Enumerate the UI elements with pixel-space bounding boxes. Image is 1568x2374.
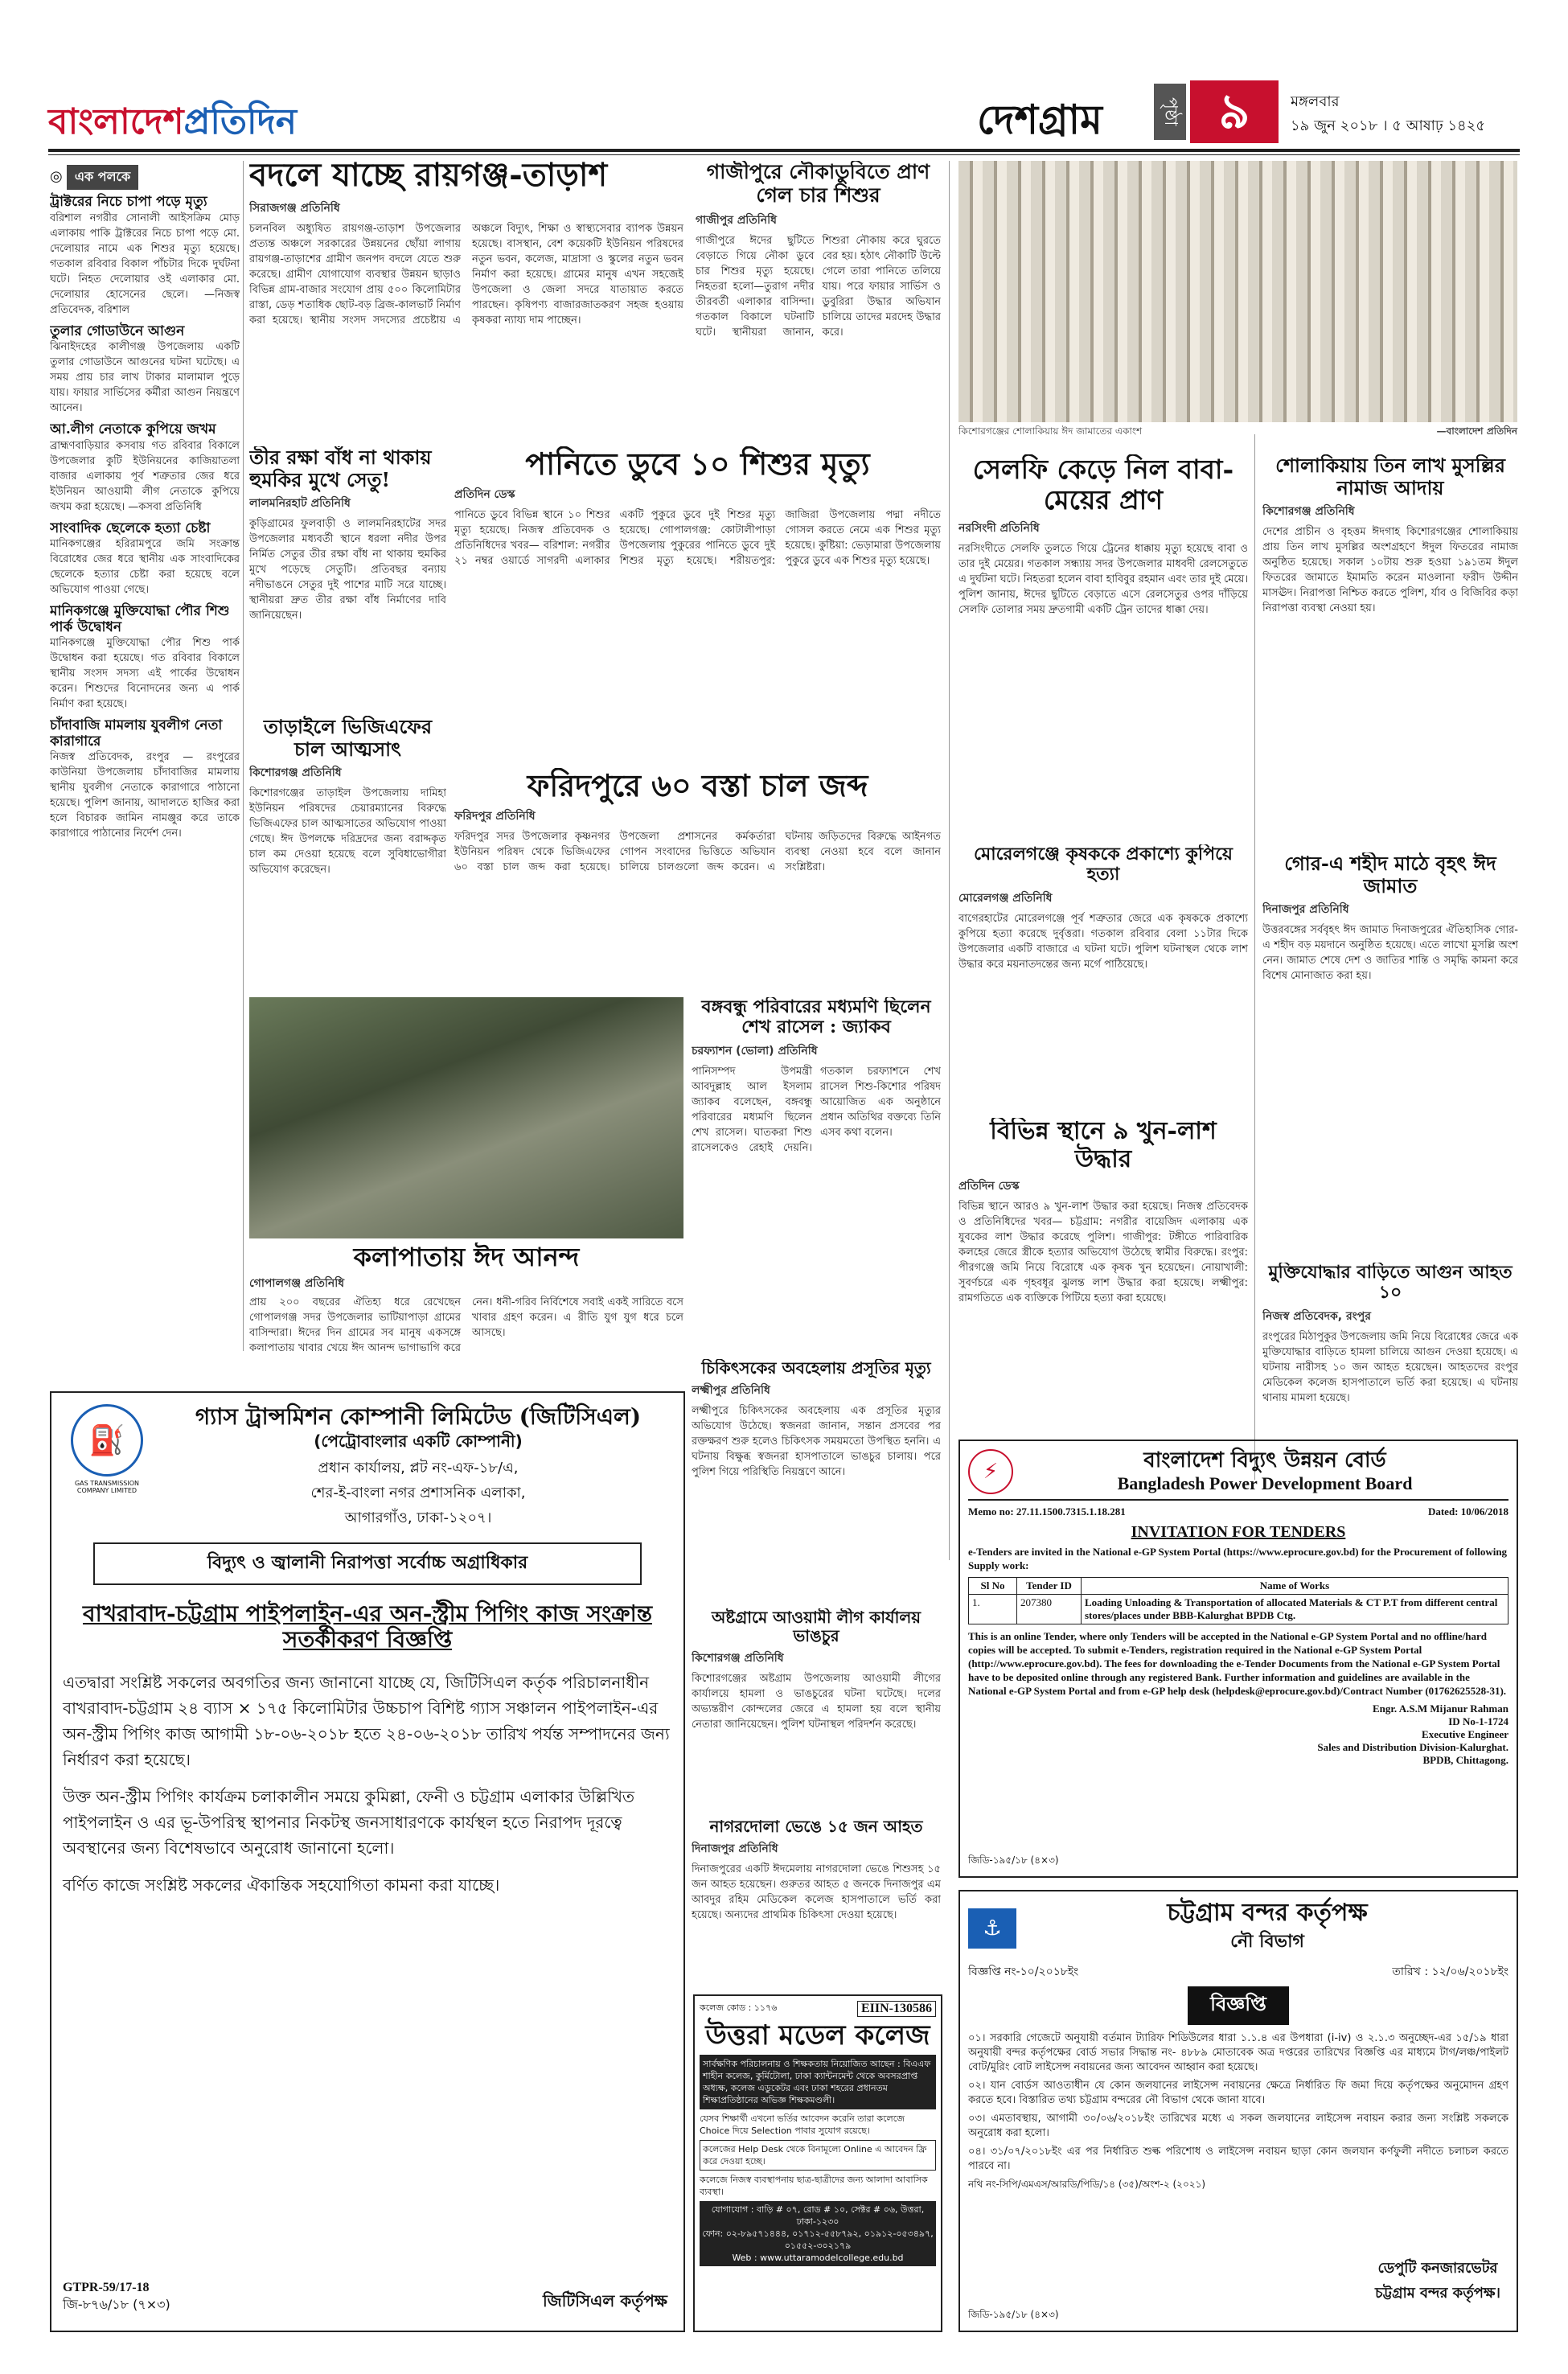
uttara-line-4: কলেজে নিজস্ব ব্যবস্থাপনায় ছাত্র-ছাত্রীদের জন্য আলাদা আবাসিক ব্যবস্থা। [700,2175,928,2198]
bpdb-tender-table [968,1577,1508,1624]
awami-league-headline: অষ্টগ্রামে আওয়ামী লীগ কার্যালয় ভাঙচুর [711,1608,922,1645]
gtcl-motto: বিদ্যুৎ ও জ্বালানী নিরাপত্তা সর্বোচ্চ অগ্রাধিকার [93,1542,642,1585]
bpdb-tender-advertisement [958,1440,1518,1878]
vgf-story [249,716,446,989]
lead-story [249,157,683,438]
freedom-fighter-story [1262,1263,1518,1431]
masthead-rule-thin [48,154,1520,155]
gtcl-title: বাখরাবাদ-চট্টগ্রাম পাইপলাইন-এর অন-স্ট্রীম পিগিং কাজ সংক্রান্ত সতর্কীকরণ বিজ্ঞপ্তি [82,1600,652,1653]
bangabandhu-byline: চরফ্যাশন (ভোলা) প্রতিনিধি [692,1044,818,1058]
gtcl-company: গ্যাস ট্রান্সমিশন কোম্পানী লিমিটেড (জিটিসিএল) [195,1403,642,1430]
bpdb-signer-org: BPDB, Chittagong. [1422,1754,1508,1766]
uttara-eiin: EIIN-130586 [857,2001,936,2017]
port-heading-wrap [968,1986,1508,2025]
gtcl-body-1: এতদ্বারা সংশ্লিষ্ট সকলের অবগতির জন্য জানানো যাচ্ছে যে, জিটিসিএল কর্তৃক পরিচালনাধীন বাখরাবাদ-চট্টগ্রাম ২৪ ব্যাস × ১৭৫ কিলোমিটার উচ্চচাপ বিশিষ্ট গ্যাস সঞ্চালন পাইপলাইন-এর অন-স্ট্রীম পিগিং কাজ আগামী ১৮-০৬-২০১৮ হতে ২৪-০৬-২০১৮ তারিখ পর্যন্ত সম্পাদনের জন্য নির্ধারণ করা হয়েছে। [63,1672,670,1769]
murders-headline: বিভিন্ন স্থানে ৯ খুন-লাশ উদ্ধার [990,1118,1217,1173]
gtcl-emblem-icon: ⛽ [71,1404,143,1477]
port-item: ০২। যান বোর্ডস আওতাধীন যে কোন জলযানের লাইসেন্স নবায়নের ক্ষেত্রে নির্ধারিত ফি জমা দিয়ে কর্তৃপক্ষের অনুমোদন গ্রহণ করতে হবে। বিস্তারিত তথ্য চট্টগ্রাম বন্দরের নৌ বিভাগ থেকে জানা যাবে। [968,2079,1508,2106]
bpdb-title-en: Bangladesh Power Development Board [1117,1472,1413,1493]
bpdb-signer: Engr. A.S.M Mijanur Rahman [1372,1702,1508,1715]
gtcl-logo [63,1404,151,1531]
gtcl-logo-text: GAS TRANSMISSION COMPANY LIMITED [74,1480,139,1494]
banana-leaf-headline: কলাপাতায় ঈদ আনন্দ [353,1242,580,1272]
photo-caption-row [958,425,1517,441]
glance-body: মানিকগঞ্জের হরিরামপুরে জমি সংক্রান্ত বিরোধের জের ধরে স্থানীয় এক সাংবাদিকের ছেলেকে হত্যার চেষ্টা করা হয়েছে বলে অভিযোগ পাওয়া গেছে। [50,538,240,597]
weekday: মঙ্গলবার [1291,93,1340,110]
logo-part-2: প্রতিদিন [183,101,297,142]
banana-leaf-photo [249,997,683,1238]
bpdb-col-header: Name of Works [1082,1578,1508,1595]
ferris-wheel-body: দিনাজপুরের একটি ঈদমেলায় নাগরদোলা ভেঙে শিশুসহ ১৫ জন আহত হয়েছেন। গুরুতর আহত ৫ জনকে দিনাজপুর এম আবদুর রহিম মেডিকেল কলেজ হাসপাতালে ভর্তি করা হয়েছে। অন্যদের প্রাথমিক চিকিৎসা দেওয়া হয়েছে। [692,1863,941,1921]
bpdb-signer-title: Executive Engineer [1422,1728,1508,1740]
page-word: পৃষ্ঠা [1154,84,1186,140]
maternal-death-headline: চিকিৎসকের অবহেলায় প্রসূতির মৃত্যু [701,1359,931,1378]
port-notice-no: বিজ্ঞপ্তি নং-১০/২০১৮ইং [968,1965,1079,1978]
bpdb-table-header-row [969,1578,1508,1595]
uttara-address: যোগাযোগ : বাড়ি # ০৭, রোড # ১০, সেক্টর # ০৬, উত্তরা, ঢাকা-১২৩০ [711,2204,925,2228]
column-divider [949,161,950,1560]
bpdb-signature-block [968,1702,1508,1767]
glance-headline: আ.লীগ নেতাকে কুপিয়ে জখম [50,421,216,438]
bpdb-cell: 1. [969,1595,1017,1624]
banana-leaf-body: প্রায় ২০০ বছরের ঐতিহ্য ধরে রেখেছেন গোপালগঞ্জ সদর উপজেলার ভাটিয়াপাড়া গ্রামের বাসিন্দারা। ঈদের দিন গ্রামের সব মানুষ একসঙ্গে কলাপাতায় খাবার খেয়ে ঈদ আনন্দ ভাগাভাগি করে নেন। ধনী-গরিব নির্বিশেষে সবাই একই সারিতে বসে খাবার গ্রহণ করেন। এ রীতি যুগ যুগ ধরে চলে আসছে। [249,1296,683,1354]
port-item: ০১। সরকারি গেজেটে অনুযায়ী বর্তমান ট্যারিফ শিডিউলের ধারা ১.১.৪ এর উপধারা (i-iv) ও ২.১.৩ অনুচ্ছেদ-এর ১৫/১৯ ধারা অনুযায়ী বন্দর কর্তৃপক্ষের বোর্ড সভার সিদ্ধান্ত নং- ৪৮৮৯ মোতাবেক অত্র দপ্তরের তারিখের বিজ্ঞপ্তি এর মাধ্যমে টাগ/লঞ্চ/পাইলট বোট/মুরিং বোট লাইসেন্স নবায়নের জন্য আবেদন আহ্বান করা হয়েছে। [968,2031,1508,2073]
sholakia-body: দেশের প্রাচীন ও বৃহত্তম ঈদগাহ কিশোরগঞ্জের শোলাকিয়ায় প্রায় তিন লাখ মুসল্লির অংশগ্রহণে ঈদুল ফিতরের নামাজ অনুষ্ঠিত হয়েছে। সকাল ১০টায় শুরু হওয়া ১৯১তম ঈদুল ফিতরের জামাতে ইমামতি করেন মাওলানা ফরীদ উদ্দীন মাসঊদ। নিরাপত্তা নিশ্চিত করতে পুলিশ, র্যাব ও বিজিবির কড়া নিরাপত্তা ব্যবস্থা নেওয়া হয়। [1262,526,1518,615]
gtcl-address-1: প্রধান কার্যালয়, প্লট নং-এফ-১৮/এ, [318,1460,519,1477]
vgf-byline: কিশোরগঞ্জ প্রতিনিধি [249,766,342,780]
gtcl-header [63,1404,672,1531]
port-authority-advertisement [958,1890,1518,2332]
photo-credit: —বাংলাদেশ প্রতিদিন [1436,425,1517,437]
uttara-college-advertisement [693,1994,942,2332]
faridpur-byline: ফরিদপুর প্রতিনিধি [454,809,536,823]
bpdb-memo: Memo no: 27.11.1500.7315.1.18.281 [968,1505,1126,1518]
glance-headline: তুলার গোডাউনে আগুন [50,322,185,339]
bpdb-ref: জিডি-১৯৫/১৮ (৪×৩) [968,1854,1059,1866]
port-ref: জিডি-১৯৫/১৮ (৪×৩) [968,2309,1059,2320]
selfie-headline: সেলফি কেড়ে নিল বাবা-মেয়ের প্রাণ [972,454,1234,515]
maternal-death-byline: লক্ষ্মীপুর প্রতিনিধি [692,1384,770,1397]
sholakia-headline: শোলাকিয়ায় তিন লাখ মুসল্লির নামাজ আদায় [1275,454,1505,499]
port-notice-row [968,1962,1508,1982]
bangabandhu-story [692,997,941,1351]
glance-body: মানিকগঞ্জে মুক্তিযোদ্ধা পৌর শিশু পার্ক উদ্বোধন করা হয়েছে। গত রবিবার বিকালে স্থানীয় সংসদ সদস্য এই পার্কের উদ্বোধন করেন। শিশুদের বিনোদনের জন্য এ পার্ক নির্মাণ করা হয়েছে। [50,637,240,711]
at-a-glance-label: এক পলকে [67,165,138,190]
gor-e-shahid-byline: দিনাজপুর প্রতিনিধি [1262,903,1349,917]
uttara-phone: ফোন: ০২-৮৯৫৭১৪৪৪, ০১৭১২-৫৫৮৭৯২, ০১৯১২-০৫৩৪৯৭, ০১৫৫২-৩০২১৭৯ [702,2228,934,2252]
embankment-story [249,446,446,712]
selfie-byline: নরসিংদী প্রতিনিধি [958,521,1040,535]
uttara-line-1: সার্বক্ষণিক পরিচালনায় ও শিক্ষকতায় নিয়োজিত আছেন : বিএএফ শাহীন কলেজ, কুর্মিটোলা, ঢাকা ক্যান্টনমেন্ট থেকে অবসরপ্রাপ্ত অধ্যক্ষ, কলেজ এডুকেটর এবং ঢাকা শহরের প্রধানতম শিক্ষাপ্রতিষ্ঠানের অভিজ্ঞ শিক্ষকমণ্ডলী। [700,2055,936,2109]
glance-body: নিজস্ব প্রতিবেদক, রংপুর — রংপুরের কাউনিয়া উপজেলায় চাঁদাবাজির মামলায় স্থানীয় যুবলীগ নেতাকে কারাগারে পাঠানো হয়েছে। পুলিশ জানায়, আদালতে হাজির করা হলে বিচারক জামিন নামঞ্জুর করে তাকে কারাগারে পাঠানোর নির্দেশ দেন। [50,751,240,840]
bpdb-title-block [1021,1449,1508,1494]
port-item: ০৪। ৩১/০৭/২০১৮ইং এর পর নির্ধারিত শুল্ক পরিশোধ ও লাইসেন্স নবায়ন ছাড়া কোন জলযান কর্ণফুলী নদীতে চলাচল করতে পারবে না। [968,2145,1508,2172]
boat-headline: গাজীপুরে নৌকাডুবিতে প্রাণ গেল চার শিশুর [706,161,930,207]
uttara-line-2: যেসব শিক্ষার্থী এখনো ভর্তির আবেদন করেনি তারা কলেজে Choice দিয়ে Selection পাবার সুযোগ রয়েছে। [700,2113,905,2137]
glance-headline: ট্রাক্টরের নিচে চাপা পড়ে মৃত্যু [50,194,207,210]
port-title: চট্টগ্রাম বন্দর কর্তৃপক্ষ [1167,1899,1368,1927]
awami-league-story [692,1608,941,1809]
gtcl-company-block [164,1404,672,1531]
gtcl-advertisement [50,1391,685,2332]
glance-headline: মানিকগঞ্জে মুক্তিযোদ্ধা পৌর শিশু পার্ক উদ্বোধন [50,603,230,635]
glance-item [50,422,240,515]
port-logo-icon: ⚓ [968,1908,1016,1949]
morelganj-story [958,844,1248,1110]
gtcl-sub: (পেট্রোবাংলার একটি কোম্পানী) [314,1431,523,1452]
bpdb-signer-id: ID No-1-1724 [1448,1715,1508,1727]
banana-leaf-byline: গোপালগঞ্জ প্রতিনিধি [249,1276,345,1290]
gtcl-address-3: আগারগাঁও, ঢাকা-১২০৭। [344,1509,492,1527]
port-signer-1: ডেপুটি কনজারভেটর [1377,2260,1498,2277]
freedom-fighter-byline: নিজস্ব প্রতিবেদক, রংপুর [1262,1309,1371,1323]
sholakia-byline: কিশোরগঞ্জ প্রতিনিধি [1262,505,1355,519]
morelganj-headline: মোরেলগঞ্জে কৃষককে প্রকাশ্যে কুপিয়ে হত্যা [974,844,1233,885]
gor-e-shahid-headline: গোর-এ শহীদ মাঠে বৃহৎ ঈদ জামাত [1284,852,1496,897]
uttara-contact [700,2201,936,2266]
embankment-byline: লালমনিরহাট প্রতিনিধি [249,497,351,511]
freedom-fighter-body: রংপুরের মিঠাপুকুর উপজেলায় জমি নিয়ে বিরোধের জেরে এক মুক্তিযোদ্ধার বাড়িতে হামলা চালিয়ে আগুন দেওয়া হয়েছে। এ ঘটনায় নারীসহ ১০ জন আহত হয়েছেন। আহতদের রংপুর মেডিকেল কলেজ হাসপাতালে ভর্তি করা হয়েছে। এ ঘটনায় থানায় মামলা হয়েছে। [1262,1330,1518,1404]
selfie-body: নরসিংদীতে সেলফি তুলতে গিয়ে ট্রেনের ধাক্কায় মৃত্যু হয়েছে বাবা ও তার দুই মেয়ের। গতকাল সন্ধ্যায় সদর উপজেলার মাধবদী রেলসেতুতে এ দুর্ঘটনা ঘটে। নিহতরা হলেন বাবা হাবিবুর রহমান এবং তার দুই মেয়ে। পুলিশ জানায়, ঈদের ছুটিতে বেড়াতে এসে রেলসেতুর ওপর দাঁড়িয়ে সেলফি তোলার সময় দ্রুতগামী একটি ট্রেন তাদের ধাক্কা দেয়। [958,542,1248,616]
drowning-headline: পানিতে ডুবে ১০ শিশুর মৃত্যু [525,446,870,482]
port-file-no: নথি নং-সিপি/এমএস/আরডি/পিডি/১৪ (৩৫)/অংশ-২ (২০২১) [968,2178,1206,2190]
embankment-body: কুড়িগ্রামের ফুলবাড়ী ও লালমনিরহাটের সদর উপজেলার মধ্যবর্তী স্থানে ধরলা নদীর উপর নির্মিত সেতুর তীর রক্ষা বাঁধ না থাকায় হুমকির মুখে পড়েছে সেতুটি। প্রতিবছর বন্যায় নদীভাঙনে সেতুর দুই পাশের মাটি সরে যাচ্ছে। স্থানীয়রা দ্রুত তীর রক্ষা বাঁধ নির্মাণের দাবি জানিয়েছেন। [249,518,446,622]
drowning-story [454,446,941,764]
glance-item [50,604,240,712]
port-title-block [1026,1900,1508,1957]
ferris-wheel-byline: দিনাজপুর প্রতিনিধি [692,1842,778,1855]
photo-caption: কিশোরগঞ্জের শোলাকিয়ায় ঈদ জামাতের একাংশ [958,425,1143,437]
faridpur-story [454,768,941,989]
lead-body: চলনবিল অধ্যুষিত রায়গঞ্জ-তাড়াশ উপজেলার প্রত্যন্ত অঞ্চলে সরকারের উন্নয়নের ছোঁয়া লাগায় রায়গঞ্জ-তাড়াশের গ্রামীণ জনপদ বদলে যেতে শুরু করেছে। গ্রামীণ যোগাযোগ ব্যবস্থার উন্নয়ন ছাড়াও বিভিন্ন গ্রাম-বাজার সংযোগ প্রায় ৫০০ কিলোমিটার রাস্তা, ডেড় শতাধিক ছোট-বড় ব্রিজ-কালভার্ট নির্মাণ করা হয়েছে। স্থানীয় সংসদ সদস্যের প্রচেষ্টায় এ অঞ্চলে বিদ্যুৎ, শিক্ষা ও স্বাস্থ্যসেবার ব্যাপক উন্নয়ন হয়েছে। বাসস্থান, বেশ কয়েকটি ইউনিয়ন পরিষদের নতুন ভবন, কলেজ, মাদ্রাসা ও স্কুলের নতুন ভবন নির্মাণ করা হয়েছে। গ্রামের মানুষ এখন সহজেই উপজেলা ও জেলা সদরে যাতায়াত করতে পারছেন। কৃষিপণ্য বাজারজাতকরণ সহজ হওয়ায় কৃষকরা ন্যায্য দাম পাচ্ছেন। [249,223,683,327]
bpdb-col-header: Sl No [969,1578,1017,1595]
morelganj-body: বাগেরহাটের মোরেলগঞ্জে পূর্ব শত্রুতার জেরে এক কৃষককে প্রকাশ্যে কুপিয়ে হত্যা করেছে দুর্বৃত্তরা। গতকাল রবিবার বেলা ১১টার দিকে উপজেলার একটি বাজারে এ ঘটনা ঘটে। পুলিশ ঘটনাস্থল থেকে লাশ উদ্ধার করে ময়নাতদন্তের জন্য মর্গে পাঠিয়েছে। [958,912,1248,971]
sholakia-story [1262,454,1518,840]
awami-league-body: কিশোরগঞ্জের অষ্টগ্রাম উপজেলায় আওয়ামী লীগের কার্যালয়ে হামলা ও ভাঙচুরের ঘটনা ঘটেছে। দলের অভ্যন্তরীণ কোন্দলের জেরে এ হামলা হয় বলে স্থানীয় নেতারা জানিয়েছেন। পুলিশ ঘটনাস্থল পরিদর্শন করেছে। [692,1673,941,1731]
selfie-story [958,454,1248,832]
bpdb-intro: e-Tenders are invited in the National e-GP System Portal (https://www.eprocure.gov.bd) for the Procurement of following Supply work: [968,1546,1508,1571]
vgf-body: কিশোরগঞ্জের তাড়াইল উপজেলায় দামিহা ইউনিয়ন পরিষদের চেয়ারম্যানের বিরুদ্ধে ভিজিএফের চাল আত্মসাতের অভিযোগ পাওয়া গেছে। ঈদ উপলক্ষে দরিদ্রদের জন্য বরাদ্দকৃত চাল কম দেওয়া হয়েছে বলে সুবিধাভোগীরা অভিযোগ করেছেন। [249,787,446,877]
port-heading: বিজ্ঞপ্তি [1188,1986,1289,2025]
port-header [968,1900,1508,1957]
maternal-death-story [692,1359,941,1600]
embankment-headline: তীর রক্ষা বাঁধ না থাকায় হুমকির মুখে সেতু! [249,446,432,491]
gor-e-shahid-body: উত্তরবঙ্গের সর্ববৃহৎ ঈদ জামাত দিনাজপুরের ঐতিহাসিক গোর-এ শহীদ বড় ময়দানে অনুষ্ঠিত হয়েছে। এতে লাখো মুসল্লি অংশ নেন। জামাত শেষে দেশ ও জাতির শান্তি ও সমৃদ্ধি কামনা করে বিশেষ মোনাজাত করা হয়। [1262,924,1518,983]
column-divider [1254,434,1255,1480]
gor-e-shahid-story [1262,852,1518,1255]
port-dept: নৌ বিভাগ [1230,1931,1304,1952]
uttara-name: উত্তরা মডেল কলেজ [705,2019,930,2052]
bpdb-heading: INVITATION FOR TENDERS [1131,1523,1346,1541]
bpdb-cell: 207380 [1017,1595,1082,1624]
glance-item [50,324,240,417]
masthead-rule [48,149,1520,152]
bpdb-header [968,1449,1508,1501]
gtcl-body-3: বর্ণিত কাজে সংশ্লিষ্ট সকলের ঐকান্তিক সহযোগিতা কামনা করা যাচ্ছে। [63,1875,500,1895]
lead-byline: সিরাজগঞ্জ প্রতিনিধি [249,202,340,215]
bpdb-title-bn: বাংলাদেশ বিদ্যুৎ উন্নয়ন বোর্ড [1143,1448,1386,1473]
gtcl-address-2: শের-ই-বাংলা নগর প্রশাসনিক এলাকা, [310,1485,526,1502]
port-date: তারিখ : ১২/০৬/২০১৮ইং [1392,1965,1508,1978]
port-signer-2: চট্টগ্রাম বন্দর কর্তৃপক্ষ। [1375,2285,1500,2302]
maternal-death-body: লক্ষ্মীপুরে চিকিৎসকের অবহেলায় এক প্রসূতির মৃত্যুর অভিযোগ উঠেছে। স্বজনরা জানান, সন্তান প্রসবের পর রক্তক্ষরণ শুরু হলেও চিকিৎসক সময়মতো উপস্থিত হননি। এ ঘটনায় বিক্ষুব্ধ স্বজনরা হাসপাতালে ভাঙচুর চালায়। পরে পুলিশ গিয়ে পরিস্থিতি নিয়ন্ত্রণে আনে। [692,1405,941,1478]
uttara-line-3: কলেজের Help Desk থেকে বিনামূল্যে Online এ আবেদন ফ্রি করে দেওয়া হচ্ছে। [700,2140,936,2171]
table-row [969,1595,1508,1624]
ferris-wheel-headline: নাগরদোলা ভেঙে ১৫ জন আহত [709,1817,923,1836]
at-a-glance-header [50,165,240,190]
ferris-wheel-story [692,1817,941,1978]
glance-item [50,195,240,318]
uttara-code: কলেজ কোড : ১১৭৬ [700,2002,778,2013]
newspaper-logo [48,95,297,154]
boat-body: গাজীপুরে ঈদের ছুটিতে বেড়াতে গিয়ে নৌকা ডুবে চার শিশুর মৃত্যু হয়েছে। নিহতরা হলো—তুরাগ নদীর তীরবর্তী এলাকার বাসিন্দা। গতকাল বিকালে ঘটনাটি ঘটে। স্থানীয়রা জানান, শিশুরা নৌকায় করে ঘুরতে বের হয়। হঠাৎ নৌকাটি উল্টে গেলে তারা পানিতে তলিয়ে যায়। পরে ফায়ার সার্ভিস ও ডুবুরিরা উদ্ধার অভিযান চালিয়ে তাদের মরদেহ উদ্ধার করে। [696,234,941,339]
freedom-fighter-headline: মুক্তিযোদ্ধার বাড়িতে আগুন আহত ১০ [1268,1263,1513,1304]
glance-body: ঝিনাইদহের কালীগঞ্জ উপজেলায় একটি তুলার গোডাউনে আগুনের ঘটনা ঘটেছে। এ সময় প্রায় চার লাখ টাকার মালামাল পুড়ে যায়। ফায়ার সার্ভিসের কর্মীরা আগুন নিয়ন্ত্রণে আনেন। [50,341,240,415]
morelganj-byline: মোরেলগঞ্জ প্রতিনিধি [958,891,1053,905]
glance-item [50,521,240,598]
murders-story [958,1118,1248,1431]
uttara-web[interactable]: Web : www.uttaramodelcollege.edu.bd [732,2253,904,2264]
bpdb-col-header: Tender ID [1017,1578,1082,1595]
glance-headline: চাঁদাবাজি মামলায় যুবলীগ নেতা কারাগারে [50,717,223,750]
bpdb-dated: Dated: 10/06/2018 [1427,1505,1508,1518]
bangabandhu-headline: বঙ্গবন্ধু পরিবারের মধ্যমণি ছিলেন শেখ রাসেল : জ্যাকব [701,997,931,1038]
bpdb-notes: This is an online Tender, where only Tenders will be accepted in the National e-GP System Portal and no offline/hard copies will be accepted. To submit e-Tenders, registration required in the National e-GP System Portal (http://www.eprocure.gov.bd). The fees for downloading the e-Tender Documents from the National e-GP System Portal have to be deposited online through any registered Bank. Further information and guidelines are available in the National e-GP System Portal and from e-GP help desk (helpdesk@eprocure.gov.bd)/Contract Number (01762625528-31). [968,1630,1507,1697]
drowning-body: পানিতে ডুবে বিভিন্ন স্থানে ১০ শিশুর মৃত্যু হয়েছে। নিজস্ব প্রতিবেদক ও প্রতিনিধিদের খবর— বরিশাল: নগরীর ২১ নম্বর ওয়ার্ডে সাগরদী এলাকার একটি পুকুরে ডুবে দুই শিশুর মৃত্যু হয়েছে। গোপালগঞ্জ: কোটালীপাড়া উপজেলায় পুকুরের পানিতে ডুবে দুই শিশুর মৃত্যু হয়েছে। শরীয়তপুর: জাজিরা উপজেলায় পদ্মা নদীতে গোসল করতে নেমে এক শিশুর মৃত্যু হয়েছে। কুষ্টিয়া: ভেড়ামারা উপজেলায় পুকুরে ডুবে এক শিশুর মৃত্যু হয়েছে। [454,508,941,567]
bpdb-signer-office: Sales and Distribution Division-Kalurghat. [1317,1741,1508,1753]
dateline [1291,90,1485,138]
uttara-header-row [700,2001,936,2017]
gtcl-ref-2: জি-৮৭৬/১৮ (৭×৩) [63,2297,170,2312]
at-a-glance-column [50,165,240,1351]
bangabandhu-body: পানিসম্পদ উপমন্ত্রী আবদুল্লাহ আল ইসলাম জ্যাকব বলেছেন, বঙ্গবন্ধু পরিবারের মধ্যমণি ছিলেন শেখ রাসেল। ঘাতকরা শিশু রাসেলকেও রেহাই দেয়নি। গতকাল চরফ্যাশনে শেখ রাসেল শিশু-কিশোর পরিষদ আয়োজিত এক অনুষ্ঠানে প্রধান অতিথির বক্তব্যে তিনি এসব কথা বলেন। [692,1065,941,1154]
gtcl-ref: GTPR-59/17-18 [63,2281,150,2294]
glance-body: ব্রাহ্মণবাড়িয়ার কসবায় গত রবিবার বিকালে উপজেলার কুটি ইউনিয়নের কাজিয়াতলা বাজার এলাকায় পূর্ব শত্রুতার জের ধরে ইউনিয়ন আওয়ামী লীগ নেতাকে কুপিয়ে জখম করা হয়েছে। —কসবা প্রতিনিধি [50,439,240,513]
lead-headline: বদলে যাচ্ছে রায়গঞ্জ-তাড়াশ [249,157,608,194]
boat-byline: গাজীপুর প্রতিনিধি [696,213,778,227]
murders-byline: প্রতিদিন ডেস্ক [958,1180,1020,1193]
gtcl-signature: জিটিসিএল কর্তৃপক্ষ [542,2291,667,2310]
glance-item [50,718,240,841]
port-signature-block [1375,2257,1500,2306]
faridpur-headline: ফরিদপুরে ৬০ বস্তা চাল জব্দ [527,768,868,803]
page-number: ৯ [1190,80,1279,143]
faridpur-body: ফরিদপুর সদর উপজেলার কৃষ্ণনগর ইউনিয়ন পরিষদ থেকে ভিজিএফের ৬০ বস্তা চাল জব্দ করা হয়েছে। উপজেলা প্রশাসনের কর্মকর্তারা গোপন সংবাদের ভিত্তিতে অভিযান চালিয়ে চালগুলো জব্দ করেন। এ ঘটনায় জড়িতদের বিরুদ্ধে আইনগত ব্যবস্থা নেওয়া হবে বলে জানান সংশ্লিষ্টরা। [454,830,941,873]
bpdb-memo-row [968,1505,1508,1518]
bpdb-cell: Loading Unloading & Transportation of allocated Materials & CT P.T from different central stores/places under BBB-Kalurghat BPDB Ctg. [1082,1595,1508,1624]
bpdb-emblem-icon: ⚡ [968,1449,1013,1494]
gtcl-body-2: উক্ত অন-স্ট্রীম পিগিং কার্যক্রম চলাকালীন সময়ে কুমিল্লা, ফেনী ও চট্টগ্রাম এলাকার উল্লিখিত পাইপলাইন ও এর ভূ-উপরিস্থ স্থাপনার নিকটস্থ জনসাধারণকে কার্যস্থল হতে নিরাপদ দূরত্বে অবস্থানের জন্য বিশেষভাবে অনুরোধ জানানো হলো। [63,1786,634,1858]
glance-icon: ◎ [50,168,63,185]
section-title: দেশগ্রাম [977,96,1102,143]
drowning-byline: প্রতিদিন ডেস্ক [454,487,515,501]
column-divider [243,161,244,1351]
logo-part-1: বাংলাদেশ [48,101,184,142]
date: ১৯ জুন ২০১৮ । ৫ আষাঢ় ১৪২৫ [1291,117,1486,134]
glance-headline: সাংবাদিক ছেলেকে হত্যা চেষ্টা [50,520,211,536]
vgf-headline: তাড়াইলে ভিজিএফের চাল আত্মসাৎ [263,716,433,761]
murders-body: বিভিন্ন স্থানে আরও ৯ খুন-লাশ উদ্ধার করা হয়েছে। নিজস্ব প্রতিবেদক ও প্রতিনিধিদের খবর— চট্টগ্রাম: নগরীর বায়েজিদ এলাকায় এক যুবকের লাশ উদ্ধার করেছে পুলিশ। গাজীপুর: টঙ্গীতে পারিবারিক কলহের জেরে স্ত্রীকে হত্যার অভিযোগ উঠেছে স্বামীর বিরুদ্ধে। রংপুর: পীরগঞ্জে জমি নিয়ে বিরোধে এক কৃষক খুন হয়েছেন। নোয়াখালী: সুবর্ণচরে এক গৃহবধূর ঝুলন্ত লাশ উদ্ধার করা হয়েছে। লক্ষ্মীপুর: রামগতিতে এক ব্যক্তিকে পিটিয়ে হত্যা করা হয়েছে। [958,1201,1248,1304]
prayer-photo [958,161,1517,422]
port-item: ০৩। এমতাবস্থায়, আগামী ৩০/০৬/২০১৮ইং তারিখের মধ্যে এ সকল জলযানের লাইসেন্স নবায়ন করার জন্য সংশ্লিষ্ট সকলকে অনুরোধ করা হলো। [968,2112,1508,2139]
awami-league-byline: কিশোরগঞ্জ প্রতিনিধি [692,1652,784,1665]
banana-leaf-story [249,1242,683,1379]
glance-body: বরিশাল নগরীর সোনালী আইসক্রিম মোড় এলাকায় পাকি ট্রাক্টরের নিচে চাপা পড়ে মো. দেলোয়ার নামে এক শিশুর মৃত্যু হয়েছে। গতকাল রবিবার বিকাল পাঁচটার দিকে দুর্ঘটনা ঘটে। নিহত দেলোয়ার ওই এলাকার মো. দেলোয়ার হোসেনের ছেলে। —নিজস্ব প্রতিবেদক, বরিশাল [50,212,240,316]
